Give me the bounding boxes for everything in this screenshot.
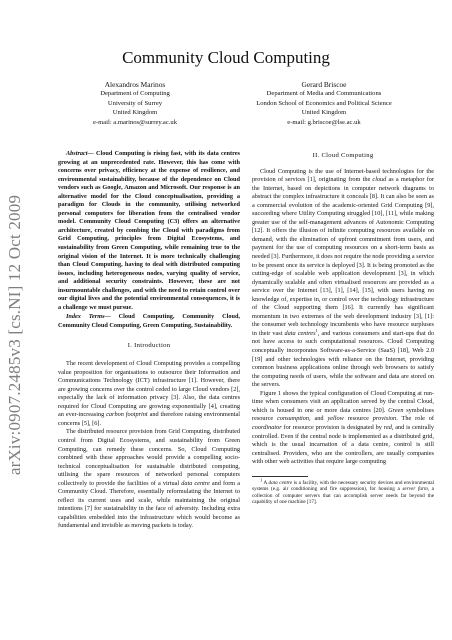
index-terms-text: Cloud Computing, Community Cloud, Community Cloud Computing, Green Computing, Sustainability.	[58, 313, 240, 329]
index-terms-label: Index Terms—	[66, 313, 111, 321]
author-organisation: University of Surrey	[107, 99, 163, 107]
section-heading-cloud-computing: II. Cloud Computing	[312, 152, 374, 159]
section-heading-introduction: I. Introduction	[127, 342, 171, 350]
footnote-number: 1	[260, 476, 263, 482]
footnote: $^1$ A data centre is a facility, with the necessary security devices and environmental systems (e.g. air conditioning and fire suppression), for housing a server farm, a collection of computer servers that can accomplish server needs far beyond the capability of one machine [17].	[252, 476, 434, 506]
author-name: Alexandros Marinos	[104, 80, 166, 89]
author-block-2	[234, 80, 414, 127]
cloud-paragraph-1: Cloud Computing is the use of Internet-based technologies for the provision of services [1], originating from the cloud as a metaphor for the Internet, based on depictions in computer network diagrams to abstract the complex infrastructure it conceals [8]. It can also be seen as a commercial evolution of the academic-oriented Grid Computing [9], succeeding where Utility Computing struggled [10], [11], while making greater use of the self-management advances of Autonomic Computing [12]. It offers the illusion of infinite computing resources available on demand, with the elimination of upfront commitment from users, and payment for the use of computing resources on a short-term basis as needed [3]. Furthermore, it does not require the node providing a service to be present once its service is deployed [3]. It is being promoted as the cutting-edge of scalable web application development [3], in which dynamically scalable and often virtualised resources are provided as a service over the Internet [13], [1], [14], [15], with users having no knowledge of, expertise in, or control over the technology infrastructure of the Cloud supporting them [16]. It currently has significant momentum in two extremes of the web development industry [3], [1]: the consumer web technology incumbents who have resource surpluses in their vast data centres$^1$, and various consumers and start-ups that do not have access to such computational resources. Cloud Computing conceptually incorporates Software-as-a-Service (SaaS) [18], Web 2.0 [19] and other technologies with reliance on the Internet, providing common business applications online through web browsers to satisfy the computing needs of users, while the software and data are stored on the servers.	[252, 167, 434, 389]
abstract-text: Cloud Computing is rising fast, with its data centres growing at an unprecedented rate. However, this has come with concerns over privacy, efficiency at the expense of resilience, and environmental sustainability, because of the dependence on Cloud vendors such as Google, Amazon and Microsoft. Our response is an alternative model for the Cloud conceptualisation, providing a paradigm for Clouds in the community, utilising networked personal computers for liberation from the centralised vendor model. Community Cloud Computing (C3) offers an alternative architecture, created by combing the Cloud with paradigms from Grid Computing, principles from Digital Ecosystems, and sustainability from Green Computing, while remaining true to the original vision of the Internet. It is more technically challenging than Cloud Computing, having to deal with distributed computing issues, including heterogeneous nodes, varying quality of service, and additional security constraints. However, these are not insurmountable challenges, and with the need to retain control over our digital lives and the potential environmental consequences, it is a challenge we must pursue.	[58, 150, 240, 311]
paper-title: Community Cloud Computing	[122, 48, 330, 67]
author-department: Department of Media and Communications	[266, 90, 382, 98]
author-country: United Kingdom	[301, 109, 347, 117]
author-department: Department of Computing	[100, 90, 170, 98]
footnote-marker: 1	[315, 327, 318, 333]
author-country: United Kingdom	[112, 109, 158, 117]
abstract-label: Abstract—	[66, 150, 94, 157]
right-column	[252, 150, 434, 506]
arxiv-identifier: arXiv:0907.2485v3 [cs.NI] 12 Oct 2009	[5, 194, 24, 476]
author-organisation: London School of Economics and Political Science	[256, 99, 392, 107]
cloud-paragraph-2: Figure 1 shows the typical configuration of Cloud Computing at run-time when consumers visit an application served by the central Cloud, which is housed in one or more data centres [20]. Green symbolises resource consumption, and yellow resource provision. The role of coordinator for resource provision is designated by red, and is centrally controlled. Even if the central node is implemented as a distributed grid, which is the usual incarnation of a data centre, control is still centralised. Providers, who are the controllers, are usually companies with other web activities that require large computing	[252, 389, 435, 466]
left-column	[58, 150, 240, 531]
arxiv-stamp	[2, 182, 28, 488]
abstract	[58, 150, 240, 312]
author-block-1	[60, 80, 210, 127]
author-email: e-mail: g.briscoe@lse.ac.uk	[287, 118, 361, 126]
intro-paragraph-2: The distributed resource provision from Grid Computing, distributed control from Digital Ecosystems, and sustainability from Green Computing, can remedy these concerns. So, Cloud Computing combined with these approaches would provide a compelling socio-technical conceptualisation for sustainable distributed computing, utilising the spare resources of networked personal computers collectively to provide the facilities of a virtual data centre and form a Community Cloud. Therefore, essentially reformulating the Internet to reflect its current uses and scale, while maintaining the original intentions [7] for sustainability in the face of adversity. Including extra capabilities embedded into the infrastructure which would become as fundamental and invisible as moving packets is today.	[58, 428, 240, 530]
intro-paragraph-1: The recent development of Cloud Computing provides a compelling value proposition for organisations to outsource their Information and Communications Technology (ICT) infrastructure [1]. However, there are growing concerns over the control ceded to large Cloud vendors [2], especially the lack of information privacy [3]. Also, the data centres required for Cloud Computing are growing exponentially [4], creating an ever-increasing carbon footprint and therefore raising environmental concerns [5], [6].	[58, 360, 241, 427]
author-name: Gerard Briscoe	[301, 80, 347, 89]
author-email: e-mail: a.marinos@surrey.ac.uk	[92, 118, 177, 126]
index-terms	[58, 313, 240, 330]
